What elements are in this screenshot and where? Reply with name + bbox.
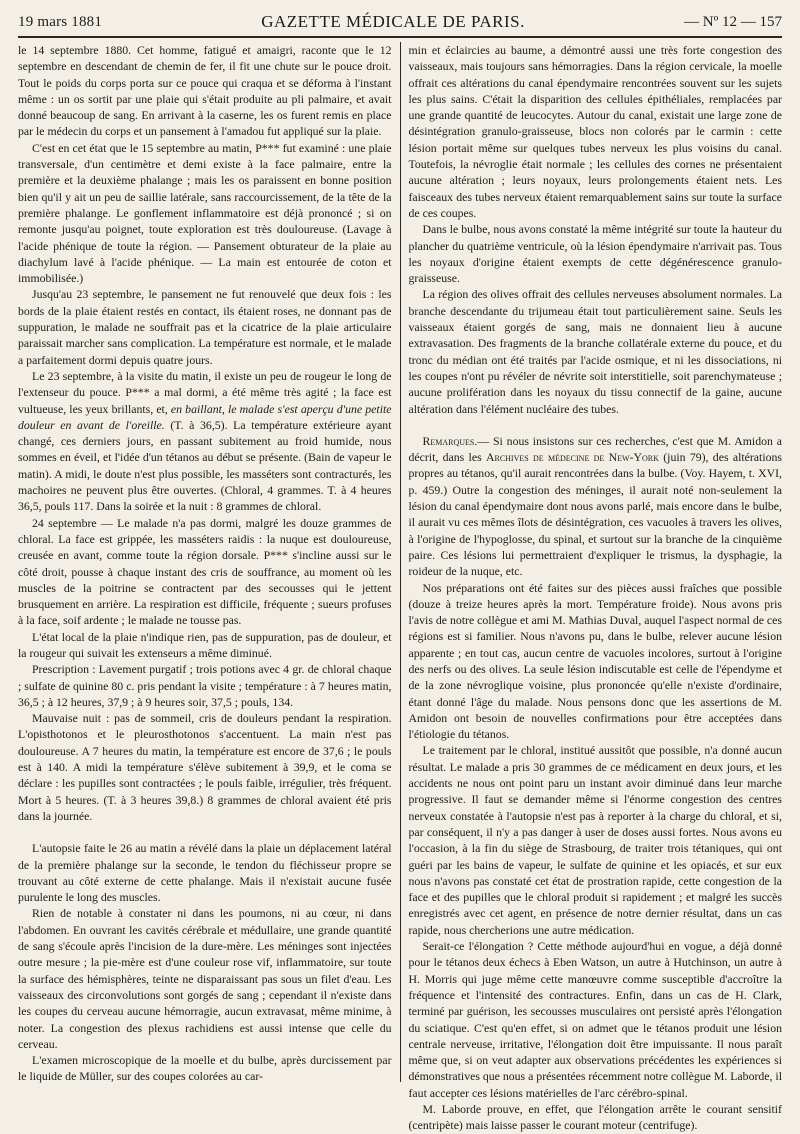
header-title: GAZETTE MÉDICALE DE PARIS. [261, 12, 525, 31]
header-issue: — Nº 12 — 157 [684, 13, 782, 30]
text-run: (juin 79), des altérations propres au tétanos, qu'il aurait rencontrées dans la bulbe. (Voy. Hayem, t. XVI, p. 459.) Outre la congestion des méninges, il aurait noté non-seulement la lésion du canal épendymaire dont nous avons parlé, mais encore dans le bulbe, il aurait vu ces mêmes îlots de désintégration, ces vacuoles à travers les olives, à l'origine de l'hypoglosse, du spinal, et surtout sur la branche de la cinquième paire. Ces lésions lui permettraient d'expliquer le trismus, la dysphagie, la roideur de la nuque, etc. [408, 450, 782, 579]
paragraph: le 14 septembre 1880. Cet homme, fatigué et amaigri, raconte que le 12 septembre en descendant de chemin de fer, il fit une chute sur le pouce droit. Tout le poids du corps porta sur ce pouce qui craqua et se déforma à l'instant même : un os sortit par une plaie qui s'était produite au pli palmaire, et avait donné beaucoup de sang. En arrivant à la caserne, les os furent remis en place par le médecin du corps et un pansement à l'amadou fut appliqué sur la plaie. [18, 43, 392, 139]
paragraph: C'est en cet état que le 15 septembre au matin, P*** fut examiné : une plaie transversale, d'un centimètre et demi existe à la face palmaire, entre la première et la deuxième phalange ; mais les os paraissent en bonne position bien qu'il y ait un peu de saillie latérale, sans raccourcissement, de la tête de la première phalange. Le gonflement inflammatoire est déjà prononcé ; si on remonte jusqu'au poignet, toute exploration est très douloureuse. (Lavage à l'acide phénique de toute la région. — Pansement obturateur de la plaie au diachylum lavé à l'acide phénique. — La main est entourée de coton et immobilisée.) [18, 140, 392, 286]
paragraph: L'examen microscopique de la moelle et du bulbe, après durcissement par le liquide de Müller, sur des coupes colorées au car- [18, 1053, 392, 1084]
paragraph [409, 433, 783, 580]
paragraph: Serait-ce l'élongation ? Cette méthode aujourd'hui en vogue, a déjà donné pour le tétanos deux échecs à Eben Watson, un autre à Hutchinson, un autre à H. Morris qui juge même cette manœuvre comme susceptible d'accroître la fréquence et l'intensité des contractures. Enfin, dans un cas de H. Clark, terminé par guérison, les secousses musculaires ont persisté après l'élongation du sciatique. C'est qu'en effet, si on admet que le tétanos produit une lésion centrale nerveuse, irritative, l'élongation doit être impuissante. Il nous paraît même que, si on veut adapter aux observations précédentes les expériences si démonstratives que nous a présentées récemment notre collègue M. Laborde, il faut accepter ces lésions matérielles de l'arc cérébro-spinal. [408, 939, 782, 1100]
paragraph: min et éclaircies au baume, a démontré aussi une très forte congestion des vaisseaux, mais toujours sans hémorragies. Dans la région cervicale, la moelle offrait ces altérations du canal épendymaire rencontrées souvent sur les sujets les plus sains. C'était la disparition des cellules épithéliales, remplacées par une grande quantité de leucocytes. Autour du canal, existait une large zone de désintégration granulo-graisseuse, blocs non colorés par le carmin : cette lésion portait même sur quelques tubes nerveux les plus voisins du canal. Toutefois, la névroglie était normale ; les cellules des cornes ne présentaient aucune altération ; leurs noyaux, leurs prolongements étaient nets. Les faisceaux des tubes nerveux étaient remarquablement sains sur toute la surface de ces coupes. [408, 43, 782, 220]
paragraph: Jusqu'au 23 septembre, le pansement ne fut renouvelé que deux fois : les bords de la plaie étaient restés en contact, ils étaient roses, ne donnant pas de suppuration, le malade ne souffrait pas et la cicatrice de la plaie articulaire paraissait marcher sans complication. La température est normale, et le malade a parfaitement dormi depuis quatre jours. [18, 287, 392, 367]
text-run: Le 23 septembre, à la visite du matin, il existe un peu de rougeur le long de l'extenseur du pouce. P*** a mal dormi, a été même très agité ; la face est vultueuse, les yeux brillants, et, [18, 368, 392, 416]
remarks-heading: Remarques. [422, 433, 478, 448]
paragraph [18, 368, 392, 515]
paragraph: Dans le bulbe, nous avons constaté la même intégrité sur toute la hauteur du plancher du quatrième ventricule, où la lésion épendymaire n'arrivait pas. Tous les noyaux d'origine étaient exempts de cette dégénérescence granulo-graisseuse. [408, 222, 782, 286]
section-gap [409, 417, 783, 433]
right-column [401, 42, 783, 1133]
section-gap [18, 824, 392, 840]
paragraph: La région des olives offrait des cellules nerveuses absolument normales. La branche descendante du trijumeau était tout particulièrement saine. Seuls les vaisseaux étaient gorgés de sang, mais ne donnaient lieu à aucune extravasation. Des fragments de la branche collatérale externe du pouce, et du tronc du médian ont été traités par l'acide osmique, et ni les dissociations, ni les coupes n'ont pu révéler de névrite soit interstitielle, soit parenchymateuse ; aucune prolifération dans les noyaux du tissu connectif de la gaine, aucune altération dans l'élément nucléaire des tubes. [408, 287, 782, 416]
paragraph: Mauvaise nuit : pas de sommeil, cris de douleurs pendant la respiration. L'opisthotonos et le pleurosthotonos s'accentuent. La main n'est pas douloureuse. A 7 heures du matin, la température est encore de 37,6 ; le pouls est à 140. A midi la température s'élève subitement à 39,9, et le coma se déclare : les pupilles sont contractées ; le pouls faible, irrégulier, très fréquent. Mort à 5 heures. (T. à 3 heures 39,8.) 8 grammes de chloral avaient été pris dans la journée. [18, 711, 392, 823]
text-run: (T. à 36,5). La température extérieure ayant changé, ces derniers jours, en passant subitement au froid humide, nous sommes en éveil, et l'idée d'un tétanos au début se présente. (Bain de vapeur le matin). A midi, le doute n'est plus possible, les masséters sont contracturés, les machoires ne peuvent plus être ouvertes. (Chloral, 4 grammes. T. à 4 heures 36,5, pouls 117. Dans la soirée et la nuit : 8 grammes de chloral. [18, 417, 392, 514]
paragraph: Rien de notable à constater ni dans les poumons, ni au cœur, ni dans l'abdomen. En ouvrant les cavités cérébrale et médullaire, une grande quantité de sang s'écoule après l'incision de la dure-mère. Les méninges sont injectées outre mesure ; la pie-mère est d'une couleur rose vif, inflammatoire, sur toute la surface des hémisphères, teinte ne disparaissant pas sous un filet d'eau. Les vaisseaux des circonvolutions sont gorgés de sang ; cependant il n'existe dans les coupes du cerveau aucune hémorragie, aucun extravasat, même minime, à noter. La congestion des plexus rachidiens est aussi intense que celle du cerveau. [18, 906, 392, 1051]
paragraph: M. Laborde prouve, en effet, que l'élongation arrête le courant sensitif (centripète) mais laisse passer le courant moteur (centrifuge). [408, 1102, 782, 1133]
paragraph: 24 septembre — Le malade n'a pas dormi, malgré les douze grammes de chloral. La face est grippée, les masséters raidis : la nuque est douloureuse, creusée en avant, comme toute la région dorsale. P*** s'incline aussi sur le côté droit, pousse à chaque instant des cris de souffrance, au moment où les muscles de la poitrine se contractent par des secousses qui le jettent brusquement en arrière. La respiration est difficile, fréquente ; sueurs profuses à la face, soif ardente ; le malade ne tousse pas. [18, 515, 392, 628]
paragraph: Le traitement par le chloral, institué aussitôt que possible, n'a donné aucun résultat. Le malade a pris 30 grammes de ce médicament en deux jours, et les accidents ne nous ont point paru un instant avoir diminué dans leur marche progressive. Il faut se demander même si l'énorme congestion des centres nerveux constatée à l'autopsie n'est pas à reporter à la charge du chloral, et si, par conséquent, il n'y a pas danger à user de doses aussi fortes. Nous avons eu l'occasion, à la fin du siège de Strasbourg, de traiter trois tétaniques, qui ont guéri par les bains de vapeur, le sulfate de quinine et les opiacés, et sur eux nous n'avons pas constaté cet état de prostration rapide, cette congestion de la face et des pupilles que le chloral produit si rapidement ; et malgré les succès enregistrés avec cet agent, en présence de notre dernier résultat, dans un cas rapide, nous chercherions une autre médication. [408, 743, 782, 937]
paragraph: L'autopsie faite le 26 au matin a révélé dans la plaie un déplacement latéral de la première phalange sur la seconde, le tendon du fléchisseur propre se trouvant au côté externe de cette phalange. Mais il n'existait aucune fusée purulente le long des muscles. [18, 841, 392, 905]
page-header [18, 8, 782, 38]
left-column [18, 42, 401, 1082]
italic-text: en baillant, le malade s'est aperçu d'une petite douleur en avant de l'oreille. [18, 401, 392, 432]
journal-name: Archives de médecine de New-York [485, 450, 659, 465]
text-run: — Si nous insistons sur ces recherches, c'est que M. Amidon a décrit, dans les [408, 433, 782, 465]
paragraph: Prescription : Lavement purgatif ; trois potions avec 4 gr. de chloral chaque ; sulfate de quinine 80 c. pris pendant la visite ; température : à 7 heures matin, 36,5 ; à 12 heures, 37,9 ; à 9 heures soir, 37,5 ; pouls, 134. [18, 662, 392, 709]
text-columns [18, 42, 782, 1133]
header-date: 19 mars 1881 [18, 13, 103, 30]
paragraph: L'état local de la plaie n'indique rien, pas de suppuration, pas de douleur, et la rougeur qui suivait les extenseurs a même diminué. [18, 629, 392, 660]
paragraph: Nos préparations ont été faites sur des pièces aussi fraîches que possible (douze à treize heures après la mort. Température froide). Nous avons pris l'avis de notre collègue et ami M. Mathias Duval, auquel l'aspect normal de ces régions est si familier. Nous n'avons pu, dans le bulbe, relever aucune lésion apparente ; en tout cas, aucun centre de vacuoles incolores, surtout à l'origine des nerfs ou des olives. La seule lésion indiscutable est celle de l'épendyme et de la zone névroglique voisine, plus prononcée qu'elle n'existe d'ordinaire, étant donné l'âge du malade. Nous pensons donc que les assertions de M. Amidon ont besoin de nouvelles confirmations pour être acceptées dans l'étiologie du tétanos. [408, 580, 782, 742]
